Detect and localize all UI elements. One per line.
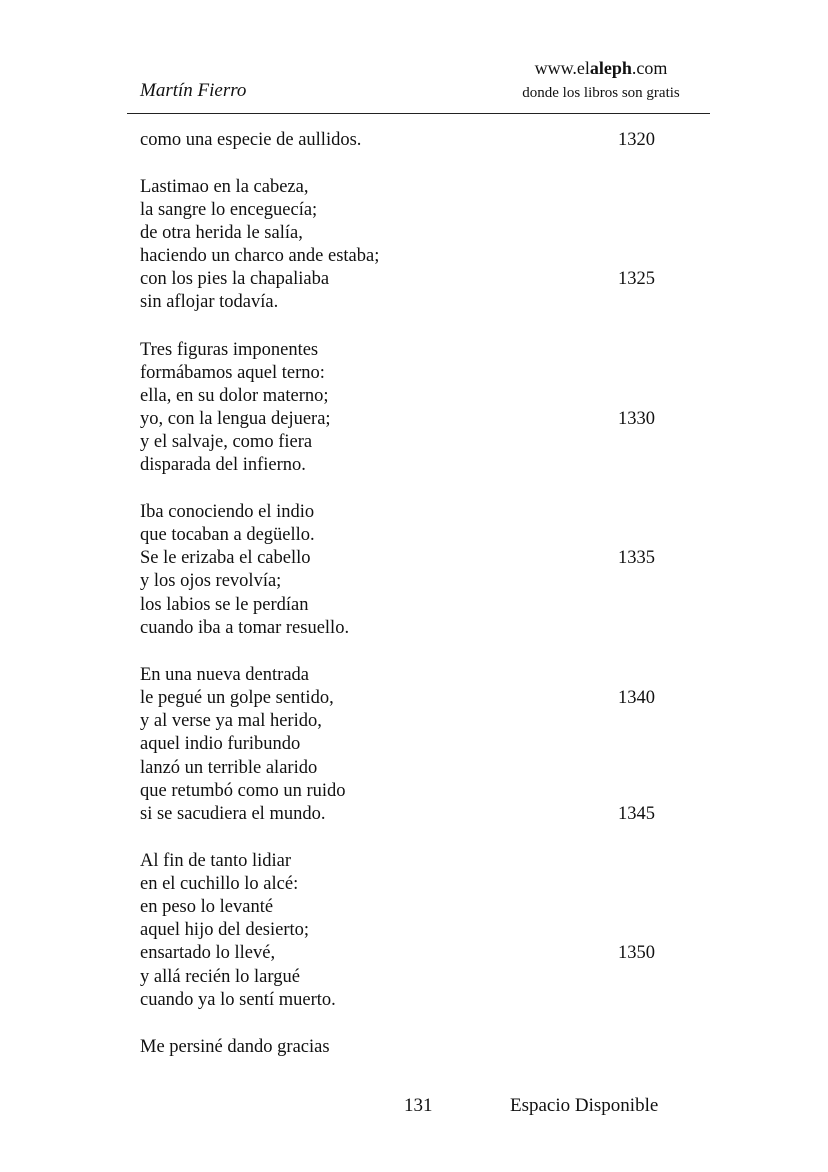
- verse-line: los labios se le perdían: [140, 595, 309, 615]
- verse-line: haciendo un charco ande estaba;: [140, 246, 380, 266]
- verse-line: de otra herida le salía,: [140, 223, 303, 243]
- verse-line: sin aflojar todavía.: [140, 292, 279, 312]
- verse-line: Se le erizaba el cabello: [140, 548, 311, 568]
- verse-line: y allá recién lo largué: [140, 967, 300, 987]
- verse-line: que tocaban a degüello.: [140, 525, 315, 545]
- verse-line: y el salvaje, como fiera: [140, 432, 313, 452]
- verse-line: Al fin de tanto lidiar: [140, 851, 292, 871]
- site-url-prefix: www.el: [534, 58, 590, 78]
- line-number: 1345: [618, 804, 655, 824]
- verse-line: lanzó un terrible alarido: [140, 758, 318, 778]
- verse-line: la sangre lo enceguecía;: [140, 200, 318, 220]
- header-divider: [127, 113, 710, 114]
- verse-line: Iba conociendo el indio: [140, 502, 315, 522]
- line-number: 1320: [618, 130, 655, 150]
- site-url-brand: aleph: [589, 58, 632, 78]
- line-number: 1330: [618, 409, 655, 429]
- line-number: 1340: [618, 688, 655, 708]
- verse-line: disparada del infierno.: [140, 455, 306, 475]
- verse-line: formábamos aquel terno:: [140, 363, 325, 383]
- verse-line: y al verse ya mal herido,: [140, 711, 322, 731]
- verse-line: Tres figuras imponentes: [140, 340, 319, 360]
- verse-line: que retumbó como un ruido: [140, 781, 346, 801]
- line-number: 1350: [618, 943, 655, 963]
- verse-line: y los ojos revolvía;: [140, 571, 282, 591]
- verse-line: yo, con la lengua dejuera;: [140, 409, 331, 429]
- verse-line: aquel hijo del desierto;: [140, 920, 310, 940]
- verse-line: como una especie de aullidos.: [140, 130, 362, 150]
- verse-line: cuando iba a tomar resuello.: [140, 618, 350, 638]
- verse-line: En una nueva dentrada: [140, 665, 309, 685]
- verse-line: si se sacudiera el mundo.: [140, 804, 326, 824]
- line-number: 1335: [618, 548, 655, 568]
- verse-line: Lastimao en la cabeza,: [140, 177, 309, 197]
- site-url[interactable]: [500, 58, 702, 79]
- verse-line: Me persiné dando gracias: [140, 1037, 330, 1057]
- verse-line: en el cuchillo lo alcé:: [140, 874, 299, 894]
- verse-line: le pegué un golpe sentido,: [140, 688, 334, 708]
- page-number: 131: [404, 1095, 433, 1116]
- verse-line: en peso lo levanté: [140, 897, 274, 917]
- verse-line: ensartado lo llevé,: [140, 943, 276, 963]
- line-number: 1325: [618, 269, 655, 289]
- verse-line: con los pies la chapaliaba: [140, 269, 330, 289]
- verse-line: aquel indio furibundo: [140, 734, 301, 754]
- site-tagline: donde los libros son gratis: [522, 85, 680, 101]
- book-title: Martín Fierro: [140, 80, 247, 101]
- verse-line: cuando ya lo sentí muerto.: [140, 990, 336, 1010]
- site-url-suffix: .com: [631, 58, 668, 78]
- verse-line: ella, en su dolor materno;: [140, 386, 329, 406]
- footer-text: Espacio Disponible: [510, 1095, 659, 1116]
